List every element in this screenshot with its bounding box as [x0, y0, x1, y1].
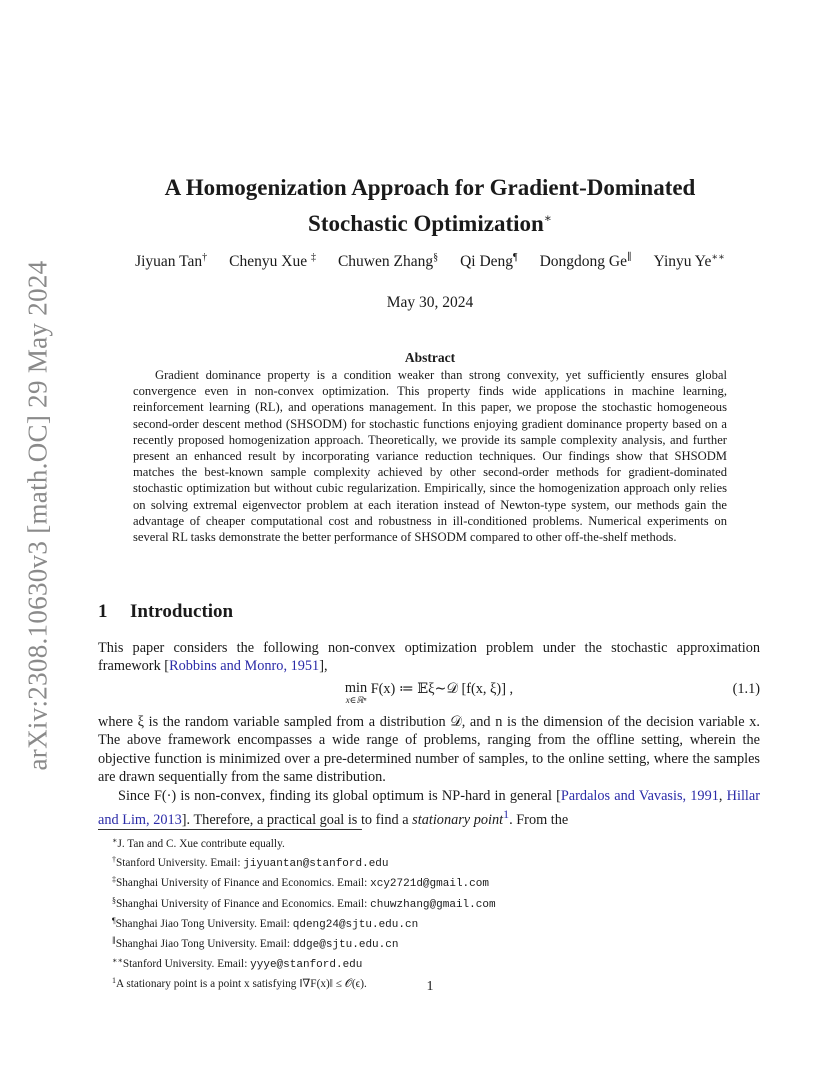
section-heading [98, 601, 233, 623]
footnote: ‡Shanghai University of Finance and Economics. Email: xcy2721d@gmail.com [112, 875, 489, 891]
footnotes [112, 833, 752, 993]
equation-body [98, 681, 760, 705]
section-number: 1 [98, 601, 108, 622]
title-line-2: Stochastic Optimization [308, 211, 544, 236]
footnote: $^1$A stationary point is a point x satisfying ‖∇F(x)‖ ≤ 𝒪(ϵ). [112, 976, 367, 991]
footnote: §Shanghai University of Finance and Economics. Email: chuwzhang@gmail.com [112, 895, 496, 911]
arxiv-stamp [18, 260, 58, 770]
footnote: ∥Shanghai Jiao Tong University. Email: ddge@sjtu.edu.cn [112, 936, 399, 952]
paper-title [100, 173, 760, 239]
author: Yinyu Ye∗∗ [653, 252, 725, 270]
footnote: ∗∗Stanford University. Email: yyye@stanford.edu [112, 956, 363, 972]
paragraph-2: where ξ is the random variable sampled from a distribution 𝒟, and n is the dimension of the decision variable x. The above framework encompasses a wide range of problems, ranging from the offline setting, wherein the objective function is minimized over a pre-determined number of samples, to the online setting, where the samples are drawn sequentially from the same distribution. [98, 714, 760, 785]
email-address: yyye@stanford.edu [250, 959, 363, 972]
equation-expression: F(x) ≔ 𝔼ξ∼𝒟 [f(x, ξ)] , [367, 681, 514, 697]
footnote: ∗J. Tan and C. Xue contribute equally. [112, 836, 285, 850]
email-address: jiyuantan@stanford.edu [243, 858, 389, 871]
email-address: xcy2721d@gmail.com [370, 878, 489, 891]
citation-link[interactable]: Pardalos and Vavasis, 1991 [560, 788, 719, 804]
citation-link[interactable]: Hillar and Lim, 2013 [98, 788, 760, 829]
title-footnote-mark: ∗ [543, 211, 552, 225]
publication-date: May 30, 2024 [386, 294, 474, 311]
email-address: ddge@sjtu.edu.cn [292, 939, 399, 952]
footnote: †Stanford University. Email: jiyuantan@stanford.edu [112, 855, 389, 871]
abstract-text: Gradient dominance property is a condition weaker than strong convexity, yet sufficiently ensures global convergence even in non-convex optimization. This property finds wide applications in machine learning, reinforcement learning (RL), and operations management. In this paper, we propose the stochastic homogeneous second-order descent method (SHSODM) for stochastic functions enjoying gradient dominance property based on a recently proposed homogenization approach. Theoretically, we provide its sample complexity analysis, and further present an enhanced result by incorporating variance reduction techniques. Our findings show that SHSODM matches the best-known sample complexity achieved by other second-order methods for gradient-dominated stochastic optimization but without cubic regularization. Empirically, since the homogenization approach only relies on solving extremal eigenvector problem at each iteration instead of Newton-type system, our methods gain the advantage of cheaper computational cost and robustness in ill-conditioned problems. Numerical experiments on several RL tasks demonstrate the better performance of SHSODM compared to other off-the-shelf methods. [133, 368, 727, 545]
footnote-divider [98, 829, 362, 830]
email-address: qdeng24@sjtu.edu.cn [292, 918, 419, 931]
author-list [100, 252, 760, 271]
abstract-heading: Abstract [404, 350, 456, 365]
equation-number: (1.1) [732, 681, 760, 697]
equation-1-1 [98, 681, 760, 711]
paragraph-3: Since F(·) is non-convex, finding its global optimum is NP-hard in general [Pardalos and Vavasis, 1991, Hillar and Lim, 2013]. Therefore, a practical goal is to find a stationary point$^1$. From the [98, 788, 760, 829]
author: Qi Deng¶ [460, 252, 518, 270]
author: Chuwen Zhang§ [337, 252, 439, 270]
author: Jiyuan Tan† [135, 252, 208, 270]
author: Chenyu Xue ‡ [229, 252, 316, 270]
section-title: Introduction [130, 601, 234, 622]
equation-min-operator: min x∈ℝⁿ [344, 680, 368, 705]
footnote: ¶Shanghai Jiao Tong University. Email: qdeng24@sjtu.edu.cn [112, 915, 419, 931]
page-number: 1 [426, 979, 434, 994]
footnote-link[interactable]: 1 [503, 807, 510, 822]
paragraph-1: This paper considers the following non-convex optimization problem under the stochastic approximation framework [Robbins and Monro, 1951], [98, 640, 760, 675]
emphasis-text: stationary point [412, 812, 504, 829]
arxiv-identifier: arXiv:2308.10630v3 [math.OC] 29 May 2024 [22, 260, 53, 770]
email-address: chuwzhang@gmail.com [370, 898, 496, 911]
author: Dongdong Ge∥ [539, 252, 632, 270]
citation-link[interactable]: Robbins and Monro, 1951 [169, 658, 320, 675]
title-line-1: A Homogenization Approach for Gradient-Dominated [164, 175, 696, 200]
